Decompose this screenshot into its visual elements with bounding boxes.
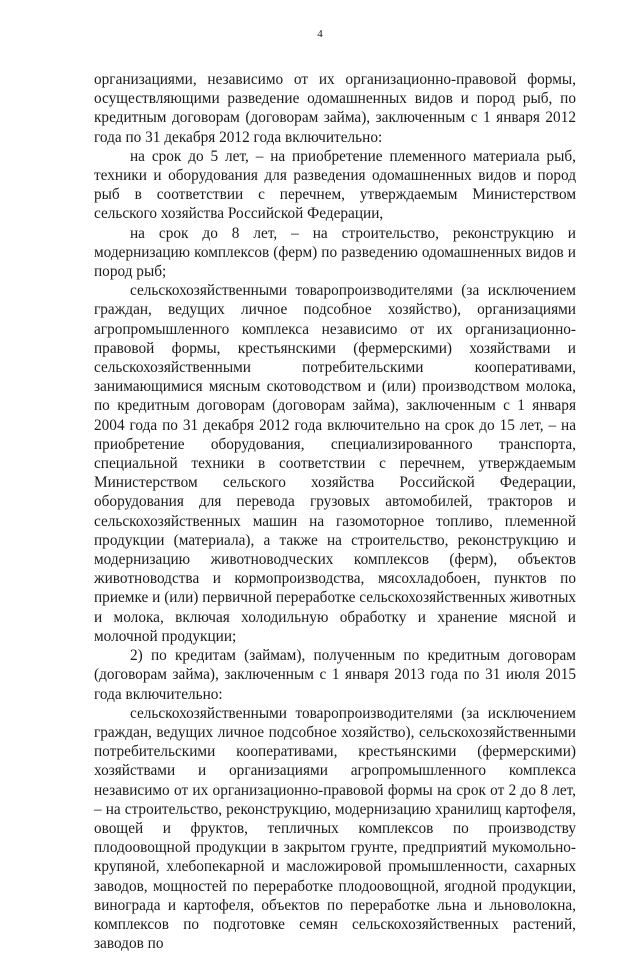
paragraph-1: организациями, независимо от их организационно-правовой формы, осуществляющими разведение одомашненных видов и пород рыб, по кредитным договорам (договорам займа), заключенным с 1 января 2012 года по 31 декабря 2012 года включительно: <box>94 71 576 146</box>
paragraph-6: сельскохозяйственными товаропроизводителями (за исключением граждан, ведущих личное подсобное хозяйство), сельскохозяйственными потребительскими кооперативами, крестьянскими (фермерскими) хозяйствами и организациями агропромышленного комплекса независимо от их организационно-правовой формы на срок от 2 до 8 лет, – на строительство, реконструкцию, модернизацию хранилищ картофеля, овощей и фруктов, тепличных комплексов по производству плодоовощной продукции в закрытом грунте, предприятий мукомольно-крупяной, хлебопекарной и масложировой промышленности, сахарных заводов, мощностей по переработке плодоовощной, ягодной продукции, винограда и картофеля, объектов по переработке льна и льноволокна, комплексов по подготовке семян сельскохозяйственных растений, заводов по <box>94 704 576 953</box>
page-number: 4 <box>317 28 323 40</box>
document-body <box>94 70 576 953</box>
paragraph-2: на срок до 5 лет, – на приобретение племенного материала рыб, техники и оборудования для разведения одомашненных видов и пород рыб в соответствии с перечнем, утверждаемым Министерством сельского хозяйства Российской Федерации, <box>94 147 576 223</box>
paragraph-4: сельскохозяйственными товаропроизводителями (за исключением граждан, ведущих личное подсобное хозяйство), организациями агропромышленного комплекса независимо от их организационно-правовой формы, крестьянскими (фермерскими) хозяйствами и сельскохозяйственными потребительскими кооперативами, занимающимися мясным скотоводством и (или) производством молока, по кредитным договорам (договорам займа), заключенным с 1 января 2004 года по 31 декабря 2012 года включительно на срок до 15 лет, – на приобретение оборудования, специализированного транспорта, специальной техники в соответствии с перечнем, утверждаемым Министерством сельского хозяйства Российской Федерации, оборудования для перевода грузовых автомобилей, тракторов и сельскохозяйственных машин на газомоторное топливо, племенной продукции (материала), а также на строительство, реконструкцию и модернизацию животноводческих комплексов (ферм), объектов животноводства и кормопроизводства, мясохладобоен, пунктов по приемке и (или) первичной переработке сельскохозяйственных животных и молока, включая холодильную обработку и хранение мясной и молочной продукции; <box>94 282 576 645</box>
paragraph-5: 2) по кредитам (займам), полученным по кредитным договорам (договорам займа), заключенным с 1 января 2013 года по 31 июля 2015 года включительно: <box>94 647 576 703</box>
paragraph-3: на срок до 8 лет, – на строительство, реконструкцию и модернизацию комплексов (ферм) по разведению одомашненных видов и пород рыб; <box>94 224 576 281</box>
